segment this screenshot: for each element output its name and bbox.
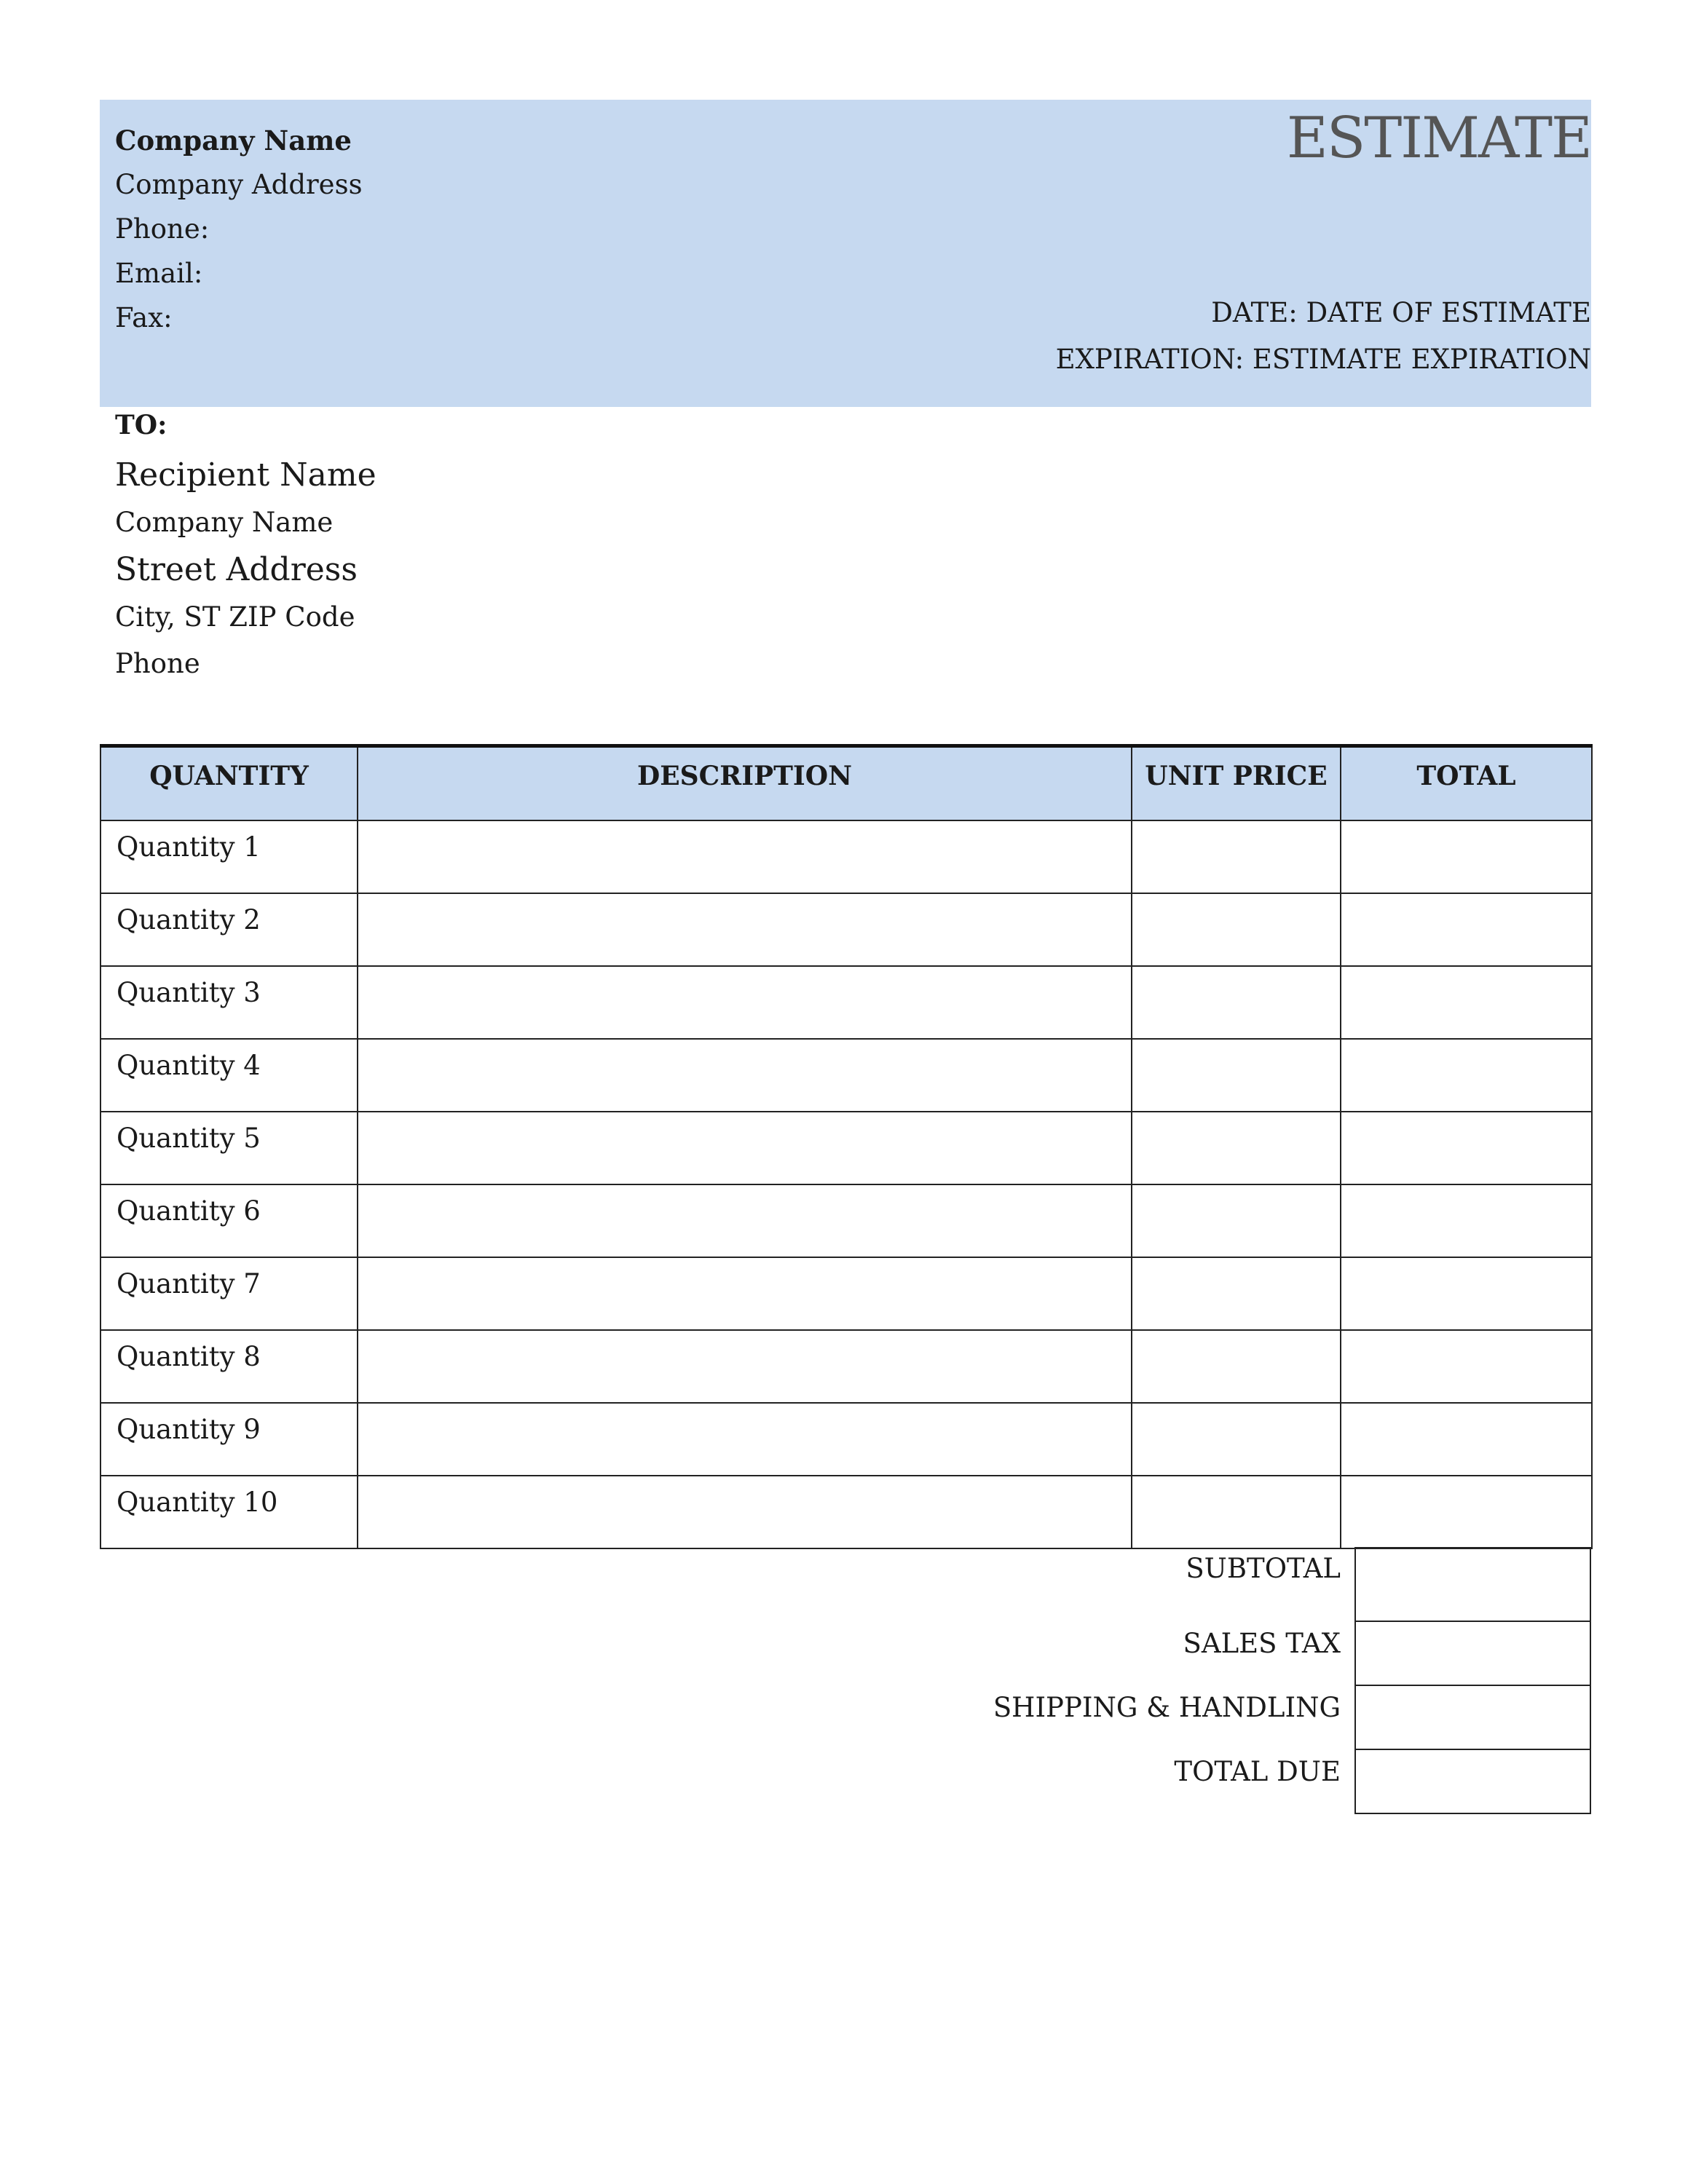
table-row [100,1330,1592,1403]
total-cell[interactable] [1341,820,1592,893]
recipient-phone: Phone [115,648,200,679]
estimate-expiration: EXPIRATION: ESTIMATE EXPIRATION [1055,344,1591,375]
quantity-cell[interactable]: Quantity 10 [100,1476,358,1548]
table-row [100,1184,1592,1257]
column-header-quantity: QUANTITY [100,746,358,820]
description-cell[interactable] [358,1257,1132,1330]
unit-price-cell[interactable] [1132,1476,1341,1548]
estimate-date: DATE: DATE OF ESTIMATE [1211,297,1591,328]
description-cell[interactable] [358,893,1132,966]
company-name: Company Name [115,124,352,157]
recipient-street: Street Address [115,551,358,588]
unit-price-cell[interactable] [1132,1184,1341,1257]
description-cell[interactable] [358,1039,1132,1112]
document-title: ESTIMATE [1286,106,1591,171]
total-due-field[interactable] [1354,1750,1591,1814]
company-address: Company Address [115,169,363,200]
unit-price-cell[interactable] [1132,893,1341,966]
company-fax-label: Fax: [115,302,173,333]
subtotal-label: SUBTOTAL [1186,1553,1341,1584]
quantity-cell[interactable]: Quantity 1 [100,820,358,893]
description-cell[interactable] [358,1330,1132,1403]
table-row [100,1403,1592,1476]
quantity-cell[interactable]: Quantity 3 [100,966,358,1039]
recipient-city: City, ST ZIP Code [115,601,355,633]
total-due-row [947,1750,1591,1814]
company-phone-label: Phone: [115,213,210,245]
total-cell[interactable] [1341,1403,1592,1476]
subtotal-field[interactable] [1354,1547,1591,1622]
sales-tax-row [947,1622,1591,1686]
shipping-label: SHIPPING & HANDLING [993,1692,1341,1723]
table-row [100,1112,1592,1184]
column-header-total: TOTAL [1341,746,1592,820]
unit-price-cell[interactable] [1132,1403,1341,1476]
estimate-dates [1056,290,1591,383]
column-header-unit-price: UNIT PRICE [1132,746,1341,820]
unit-price-cell[interactable] [1132,1112,1341,1184]
description-cell[interactable] [358,820,1132,893]
table-row [100,820,1592,893]
recipient-info [115,406,376,687]
company-email-label: Email: [115,258,203,289]
description-cell[interactable] [358,1184,1132,1257]
total-cell[interactable] [1341,1039,1592,1112]
line-items-table [100,744,1593,1549]
description-cell[interactable] [358,1403,1132,1476]
unit-price-cell[interactable] [1132,820,1341,893]
total-cell[interactable] [1341,1184,1592,1257]
column-header-description: DESCRIPTION [358,746,1132,820]
shipping-field[interactable] [1354,1686,1591,1750]
quantity-cell[interactable]: Quantity 5 [100,1112,358,1184]
quantity-cell[interactable]: Quantity 7 [100,1257,358,1330]
description-cell[interactable] [358,1476,1132,1548]
shipping-row [947,1686,1591,1750]
table-row [100,893,1592,966]
description-cell[interactable] [358,966,1132,1039]
to-label: TO: [115,410,167,440]
quantity-cell[interactable]: Quantity 2 [100,893,358,966]
unit-price-cell[interactable] [1132,966,1341,1039]
sales-tax-field[interactable] [1354,1622,1591,1686]
total-cell[interactable] [1341,1330,1592,1403]
company-info [115,119,363,340]
total-cell[interactable] [1341,893,1592,966]
unit-price-cell[interactable] [1132,1330,1341,1403]
table-row [100,1476,1592,1548]
total-cell[interactable] [1341,1257,1592,1330]
unit-price-cell[interactable] [1132,1039,1341,1112]
recipient-company: Company Name [115,507,334,538]
quantity-cell[interactable]: Quantity 9 [100,1403,358,1476]
total-due-label: TOTAL DUE [1174,1756,1341,1787]
unit-price-cell[interactable] [1132,1257,1341,1330]
total-cell[interactable] [1341,1112,1592,1184]
sales-tax-label: SALES TAX [1183,1628,1341,1659]
description-cell[interactable] [358,1112,1132,1184]
table-row [100,1039,1592,1112]
table-header-row [100,746,1592,820]
quantity-cell[interactable]: Quantity 6 [100,1184,358,1257]
total-cell[interactable] [1341,966,1592,1039]
quantity-cell[interactable]: Quantity 4 [100,1039,358,1112]
table-row [100,966,1592,1039]
table-row [100,1257,1592,1330]
recipient-name: Recipient Name [115,456,376,494]
total-cell[interactable] [1341,1476,1592,1548]
quantity-cell[interactable]: Quantity 8 [100,1330,358,1403]
totals-section [947,1547,1591,1814]
subtotal-row [947,1547,1591,1622]
